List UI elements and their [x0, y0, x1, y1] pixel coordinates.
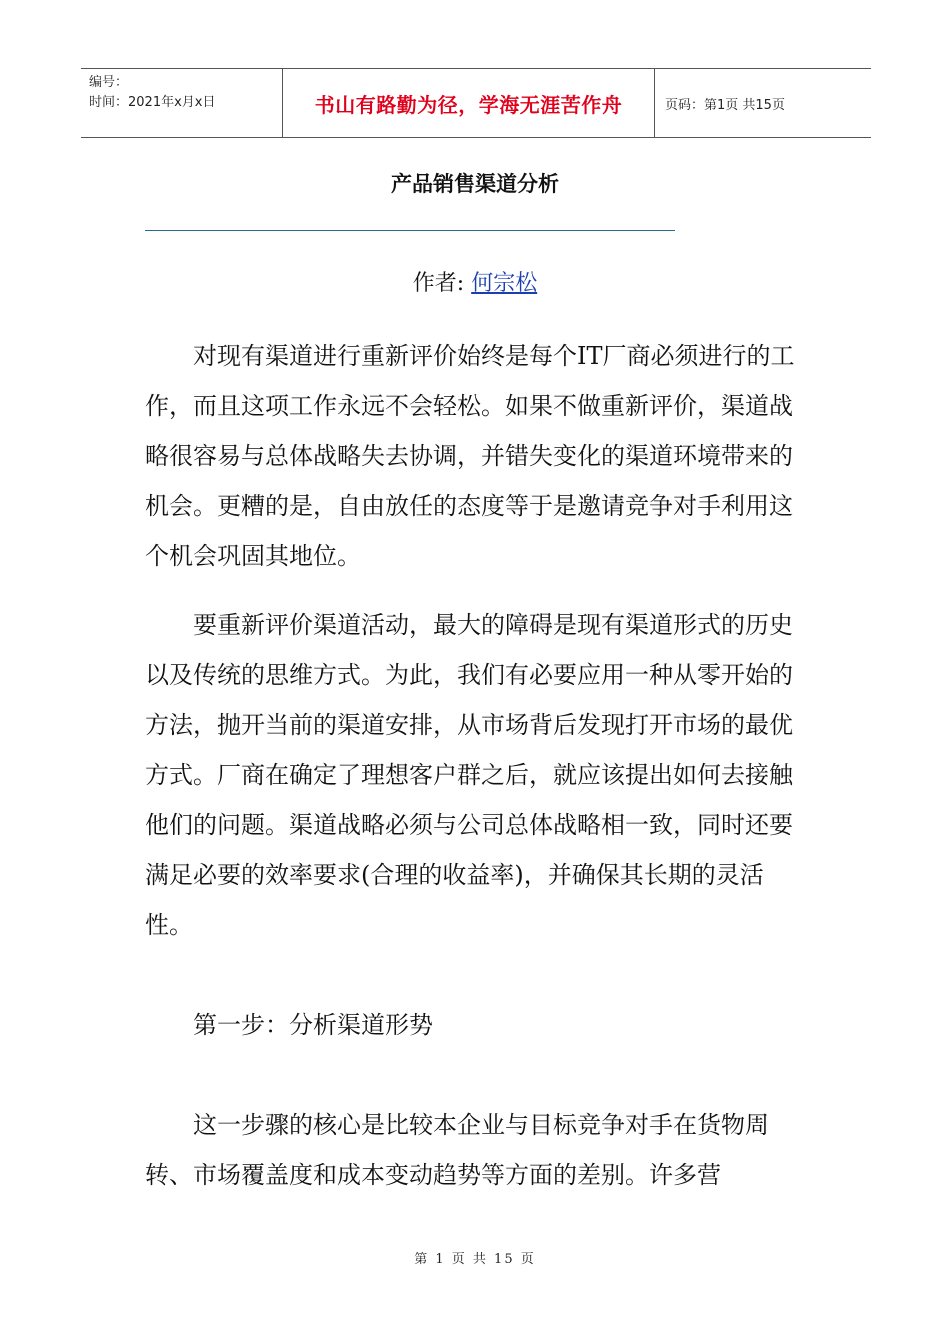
header-page-code: 页码：第1页 共15页 — [665, 97, 785, 113]
header-table — [81, 68, 871, 138]
page-footer: 第 1 页 共 15 页 — [414, 1252, 536, 1267]
paragraph-text: 对现有渠道进行重新评价始终是每个IT厂商必须进行的工作，而且这项工作永远不会轻松。如果不做重新评价，渠道战略很容易与总体战略失去协调，并错失变化的渠道环境带来的机会。更糟的是，自由放任的态度等于是邀请竞争对手利用这个机会巩固其地位。 — [145, 342, 795, 570]
section-heading-step-1 — [145, 1000, 810, 1050]
paragraph-text: 这一步骤的核心是比较本企业与目标竞争对手在货物周转、市场覆盖度和成本变动趋势等方面的差别。许多营 — [145, 1111, 769, 1189]
document-number-label: 编号： — [89, 75, 129, 90]
paragraph-2 — [145, 600, 810, 950]
author-link[interactable]: 何宗松 — [471, 271, 538, 296]
title-divider — [145, 230, 675, 231]
author-label: 作者: — [412, 271, 472, 296]
paragraph-1 — [145, 331, 810, 581]
header-meta-cell — [81, 69, 282, 137]
paragraph-3 — [145, 1100, 810, 1200]
header-motto: 书山有路勤为径，学海无涯苦作舟 — [282, 69, 655, 137]
author-line — [0, 266, 950, 297]
section-heading-text: 第一步：分析渠道形势 — [193, 1011, 433, 1039]
document-date-label: 时间：2021年x月x日 — [89, 95, 216, 110]
paragraph-text: 要重新评价渠道活动，最大的障碍是现有渠道形式的历史以及传统的思维方式。为此，我们有必要应用一种从零开始的方法，抛开当前的渠道安排，从市场背后发现打开市场的最优方式。厂商在确定了理想客户群之后，就应该提出如何去接触他们的问题。渠道战略必须与公司总体战略相一致，同时还要满足必要的效率要求(合理的收益率)，并确保其长期的灵活性。 — [145, 611, 793, 939]
document-title: 产品销售渠道分析 — [391, 172, 559, 196]
